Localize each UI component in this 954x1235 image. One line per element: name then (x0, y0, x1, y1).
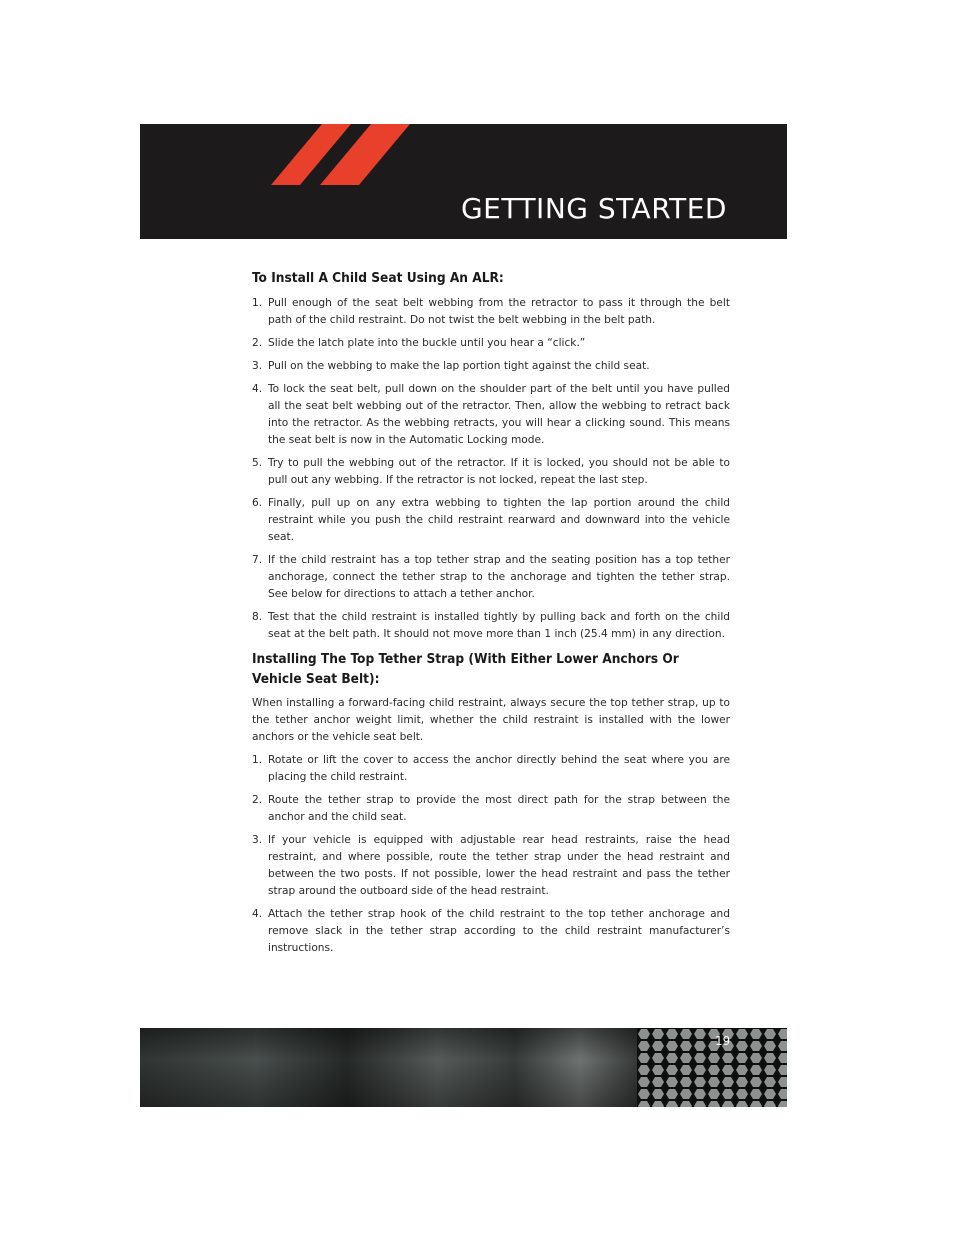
page-header (140, 124, 787, 239)
list-item: 2. Slide the latch plate into the buckle until you hear a “click.” (252, 337, 586, 349)
list-item: 8. Test that the child restraint is installed tightly by pulling back and forth on the child seat at the belt path. It should not move more than 1 inch (25.4 mm) in any direction. (252, 611, 730, 640)
section-intro-paragraph: When installing a forward-facing child restraint, always secure the top tether strap, up to the tether anchor weight limit, whether the child restraint is installed with the lower anchors or the vehicle seat belt. (252, 697, 730, 743)
list-item: 6. Finally, pull up on any extra webbing to tighten the lap portion around the child restraint while you push the child restraint rearward and downward into the vehicle seat. (252, 497, 730, 543)
page-footer-photo-strip (140, 1028, 787, 1107)
section-heading-top-tether: Installing The Top Tether Strap (With Either Lower Anchors Or Vehicle Seat Belt): (252, 651, 679, 687)
list-item: 4. To lock the seat belt, pull down on the shoulder part of the belt until you have pulled all the seat belt webbing out of the retractor. Then, allow the webbing to retract back into the retractor. As the webbing retracts, you will hear a clicking sound. This means the seat belt is now in the Automatic Locking mode. (252, 383, 730, 446)
alr-steps-list (252, 295, 730, 643)
tether-steps-list (252, 752, 730, 957)
grille-pattern-image (637, 1028, 787, 1107)
page-title: GETTING STARTED (460, 192, 727, 225)
list-item: 3. Pull on the webbing to make the lap portion tight against the child seat. (252, 360, 650, 372)
section-heading-alr: To Install A Child Seat Using An ALR: (252, 270, 504, 286)
list-item: 1. Rotate or lift the cover to access the anchor directly behind the seat where you are placing the child restraint. (252, 754, 730, 783)
list-item: 2. Route the tether strap to provide the most direct path for the strap between the anchor and the child seat. (252, 794, 730, 823)
list-item: 1. Pull enough of the seat belt webbing from the retractor to pass it through the belt path of the child restraint. Do not twist the belt webbing in the belt path. (252, 297, 730, 326)
page-content (252, 268, 730, 963)
list-item: 7. If the child restraint has a top tether strap and the seating position has a top tether anchorage, connect the tether strap to the anchorage and tighten the tether strap. See below for directions to attach a tether anchor. (252, 554, 730, 600)
brand-stripes-logo (140, 124, 440, 186)
page-number: 19 (715, 1034, 731, 1048)
list-item: 4. Attach the tether strap hook of the child restraint to the top tether anchorage and remove slack in the tether strap according to the child restraint manufacturer’s instructions. (252, 908, 730, 954)
list-item: 3. If your vehicle is equipped with adjustable rear head restraints, raise the head restraint, and where possible, route the tether strap under the head restraint and between the two posts. If not possible, lower the head restraint and pass the tether strap around the outboard side of the head restraint. (252, 834, 730, 897)
list-item: 5. Try to pull the webbing out of the retractor. If it is locked, you should not be able to pull out any webbing. If the retractor is not locked, repeat the last step. (252, 457, 730, 486)
